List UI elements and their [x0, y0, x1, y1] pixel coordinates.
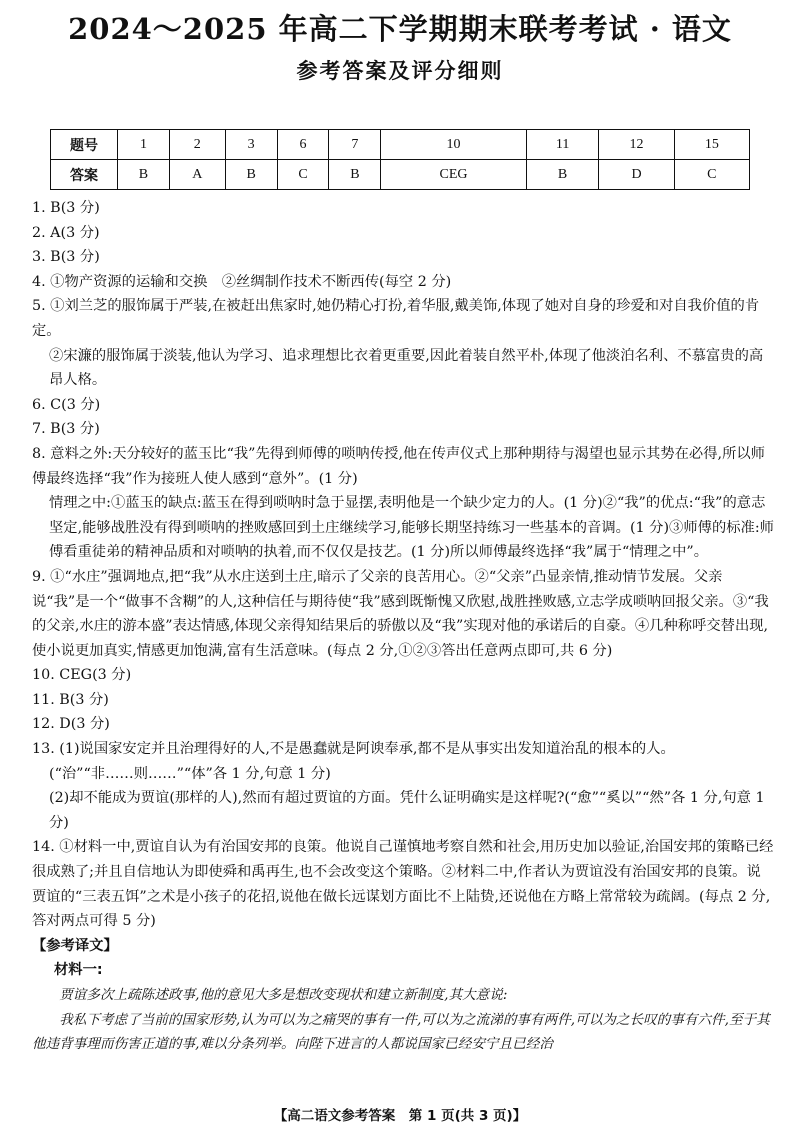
answer-line: 9. ①“水庄”强调地点,把“我”从水庄送到土庄,暗示了父亲的良苦用心。②“父亲”凸显亲情,推动情节发展。父亲说“我”是一个“做事不含糊”的人,这种信任与期待使“我”感到既惭愧又欣慰,战胜挫败感,立志学成唢呐回报父亲。③“我的父亲,水庄的游本盛”表达情感,体现父亲得知结果后的骄傲以及“我”实现对他的承诺后的自豪。④几种称呼交替出现,使小说更加真实,情感更加饱满,富有生活意味。(每点 2 分,①②③答出任意两点即可,共 6 分)	[32, 568, 769, 659]
page-subtitle: 参考答案及评分细则	[296, 59, 504, 83]
answer-cell: B	[118, 160, 170, 190]
answer-line: 4. ①物产资源的运输和交换 ②丝绸制作技术不断西传(每空 2 分)	[32, 273, 452, 290]
answer-line: 8. 意料之外:天分较好的蓝玉比“我”先得到师傅的唢呐传授,他在传声仪式上那种期待与渴望也显示其势在必得,所以师傅最终选择“我”作为接班人使人感到“意外”。(1 分)	[32, 445, 765, 487]
answer-line: 5. ①刘兰芝的服饰属于严装,在被赶出焦家时,她仍精心打扮,着华服,戴美饰,体现了她对自身的珍爱和对自我价值的肯定。	[32, 298, 760, 339]
answer-line: 7. B(3 分)	[32, 421, 100, 438]
question-number-cell: 15	[674, 130, 749, 160]
question-number-cell: 6	[277, 130, 329, 160]
question-number-cell: 10	[381, 130, 526, 160]
answer-line: (2)却不能成为贾谊(那样的人),然而有超过贾谊的方面。凭什么证明确实是这样呢?(“愈”“奚以”“然”各 1 分,句意 1 分)	[49, 790, 765, 831]
answer-line: (“治”“非……则……”“体”各 1 分,句意 1 分)	[49, 765, 331, 782]
translation-paragraph: 我私下考虑了当前的国家形势,认为可以为之痛哭的事有一件,可以为之流涕的事有两件,可以为之长叹的事有六件,至于其他违背事理而伤害正道的事,难以分条列举。向陛下进言的人都说国家已经安宁且已经治	[32, 1011, 770, 1053]
answer-cell: B	[526, 160, 599, 190]
answer-header: 答案	[51, 160, 118, 190]
answer-line: 情理之中:①蓝玉的缺点:蓝玉在得到唢呐时急于显摆,表明他是一个缺少定力的人。(1 分)②“我”的优点:“我”的意志坚定,能够战胜没有得到唢呐的挫败感回到土庄继续学习,能够长期坚持练习一些基本的音调。(1 分)③师傅的标准:师傅看重徒弟的精神品质和对唢呐的执着,而不仅仅是技艺。(1 分)所以师傅最终选择“我”属于“情理之中”。	[49, 495, 774, 561]
answer-line: 6. C(3 分)	[32, 396, 101, 413]
question-number-header: 题号	[51, 130, 118, 160]
reference-translation-heading: 【参考译文】	[32, 937, 118, 954]
question-number-cell: 3	[225, 130, 277, 160]
answer-cell: C	[674, 160, 749, 190]
answer-cell: B	[329, 160, 381, 190]
answer-table	[50, 129, 750, 190]
answer-cell: C	[277, 160, 329, 190]
answer-line: 14. ①材料一中,贾谊自认为有治国安邦的良策。他说自己谨慎地考察自然和社会,用历史加以验证,治国安邦的策略已经很成熟了;并且自信地认为即使舜和禹再生,也不会改变这个策略。②材料二中,作者认为贾谊没有治国安邦的良策。说贾谊的“三表五饵”之术是小孩子的花招,说他在做长远谋划方面比不上陆贽,还说他在方略上常常较为疏阔。(每点 2 分,答对两点可得 5 分)	[32, 839, 774, 930]
answer-cell: D	[599, 160, 674, 190]
answer-line: 3. B(3 分)	[32, 249, 100, 266]
question-number-cell: 11	[526, 130, 599, 160]
answer-line: 12. D(3 分)	[32, 716, 110, 733]
question-number-cell: 12	[599, 130, 674, 160]
page-footer: 【高二语文参考答案 第 1 页(共 3 页)】	[273, 1108, 527, 1124]
answer-cell: CEG	[381, 160, 526, 190]
material-heading: 材料一:	[54, 962, 103, 979]
answer-line: 10. CEG(3 分)	[32, 667, 132, 684]
answer-cell: B	[225, 160, 277, 190]
answer-line: 11. B(3 分)	[32, 691, 109, 708]
question-number-row	[51, 130, 750, 160]
question-number-cell: 1	[118, 130, 170, 160]
translation-paragraph: 贾谊多次上疏陈述政事,他的意见大多是想改变现状和建立新制度,其大意说:	[59, 987, 508, 1003]
answer-line: 13. (1)说国家安定并且治理得好的人,不是愚蠢就是阿谀奉承,都不是从事实出发知道治乱的根本的人。	[32, 741, 675, 758]
answer-cell: A	[169, 160, 225, 190]
question-number-cell: 2	[169, 130, 225, 160]
answer-row	[51, 160, 750, 190]
answer-body	[32, 196, 774, 1057]
answer-line: 1. B(3 分)	[32, 200, 100, 216]
page-title: 2024～2025 年高二下学期期末联考考试 · 语文	[68, 12, 732, 46]
answer-line: 2. A(3 分)	[32, 224, 100, 241]
answer-line: ②宋濂的服饰属于淡装,他认为学习、追求理想比衣着更重要,因此着装自然平朴,体现了他淡泊名利、不慕富贵的高昂人格。	[49, 347, 764, 389]
question-number-cell: 7	[329, 130, 381, 160]
